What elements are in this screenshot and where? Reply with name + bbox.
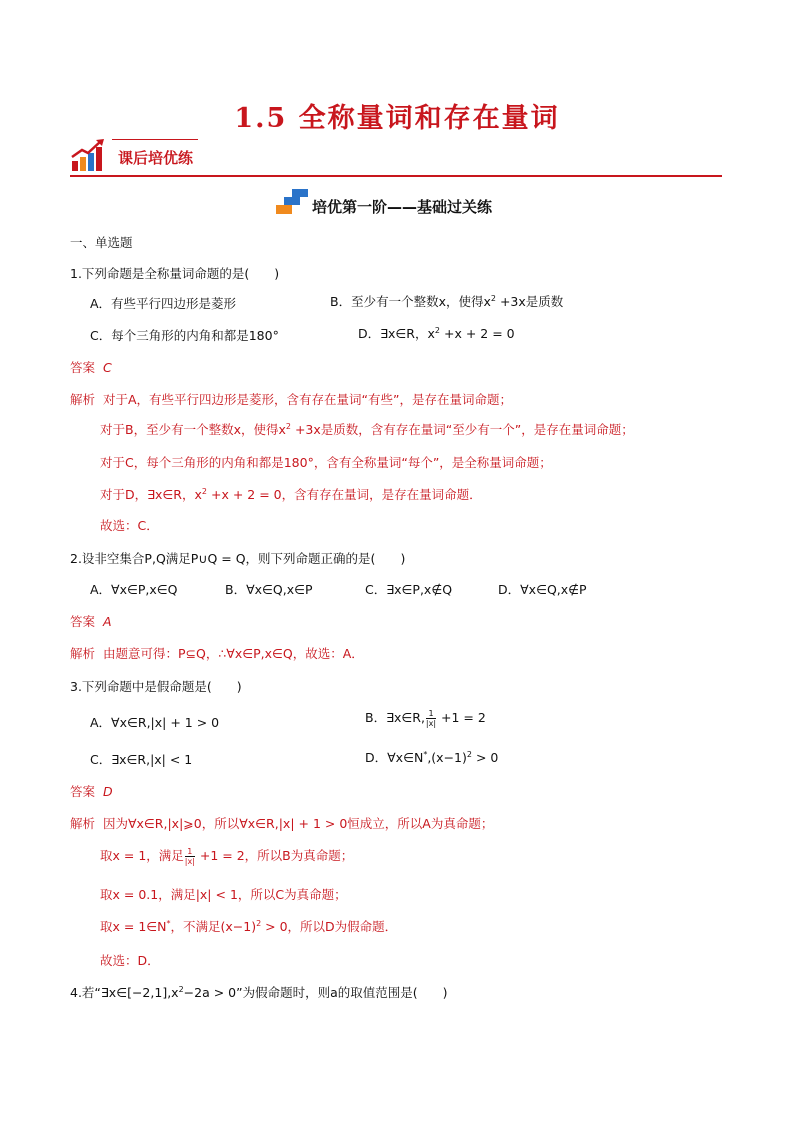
question-2-stem: 2.设非空集合P,Q满足P∪Q = Q，则下列命题正确的是( ) [70, 551, 406, 566]
q2-option-d: D．∀x∈Q,x∉P [498, 582, 587, 597]
q1-option-d: D．∃x∈R，$x^2 +x + 2 = 0$ [358, 325, 515, 341]
question-1-stem: 1.下列命题是全称量词命题的是( ) [70, 266, 280, 281]
stairs-icon [274, 188, 310, 216]
q1-option-c: C．每个三角形的内角和都是180° [90, 328, 279, 343]
q1-analysis-line-5: 故选：C． [100, 518, 159, 533]
q3-option-b: B．∃x∈R, $\frac{1}{|x|}$ +1 = 2 [365, 709, 486, 728]
q3-analysis-line-1: 解析 因为∀x∈R,|x|⩾0，所以∀x∈R,|x| + 1 > 0恒成立，所以A为真命题； [70, 816, 494, 831]
q1-analysis-line-3: 对于C，每个三角形的内角和都是180°，含有全称量词“每个”，是全称量词命题； [100, 455, 552, 470]
q1-option-b: B．至少有一个整数x，使得$x^2 +3x$是质数 [330, 293, 564, 309]
part-heading: 一、单选题 [70, 235, 133, 250]
q3-analysis-line-5: 故选：D． [100, 953, 160, 968]
q3-answer: 答案 D [70, 784, 113, 799]
q3-analysis-line-2: 取x = 1，满足 $\frac{1}{|x|}$ +1 = 2，所以B为真命题； [100, 847, 354, 866]
q3-analysis-line-3: 取x = 0.1，满足|x| < 1，所以C为真命题； [100, 887, 347, 902]
section-rule [112, 139, 198, 140]
q1-analysis-line-2: 对于B，至少有一个整数x，使得$x^2 +3x$是质数，含有存在量词“至少有一个”，是存在量词命题； [100, 421, 634, 437]
q1-analysis-line-1: 解析 对于A，有些平行四边形是菱形，含有存在量词“有些”，是存在量词命题； [70, 392, 512, 407]
q1-option-a: A．有些平行四边形是菱形 [90, 296, 237, 311]
section-label: 课后培优练 [118, 149, 194, 167]
q2-analysis-line-1: 解析 由题意可得：P⊆Q，∴∀x∈P,x∈Q，故选：A． [70, 646, 364, 661]
q2-option-a: A．∀x∈P,x∈Q [90, 582, 178, 597]
page-title: 1.5 全称量词和存在量词 [234, 103, 560, 134]
q2-option-c: C．∃x∈P,x∉Q [365, 582, 453, 597]
q3-option-d: D．$\forall x\in N^*,(x-1)^2 > 0$ [365, 749, 499, 765]
q3-option-c: C．∃x∈R,|x| < 1 [90, 752, 193, 767]
q1-answer: 答案 C [70, 360, 112, 375]
tier-heading: 培优第一阶——基础过关练 [312, 198, 493, 216]
question-3-stem: 3.下列命题中是假命题是( ) [70, 679, 242, 694]
q3-option-a: A．∀x∈R,|x| + 1 > 0 [90, 715, 220, 730]
q1-analysis-line-4: 对于D，∃x∈R，$x^2 +x + 2 = 0$，含有存在量词，是存在量词命题． [100, 486, 482, 502]
q3-analysis-line-4: 取x = 1∈N*，不满足$(x-1)^2 > 0$，所以D为假命题． [100, 918, 398, 934]
q2-option-b: B．∀x∈Q,x∈P [225, 582, 313, 597]
question-4-stem: 4.若“$\exists x\in[-2,1],x^2-2a > 0$”为假命题时，则a的取值范围是( ) [70, 984, 448, 1000]
rising-bar-chart-icon [70, 137, 106, 173]
main-divider [70, 175, 722, 177]
q2-answer: 答案 A [70, 614, 112, 629]
